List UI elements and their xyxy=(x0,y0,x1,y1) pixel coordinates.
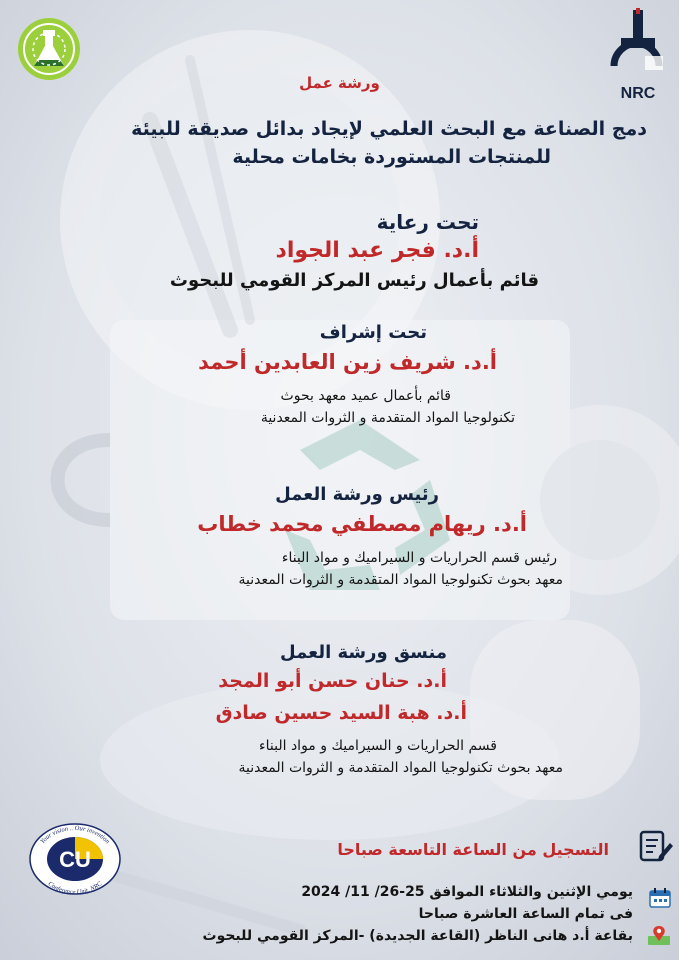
workshop-label: ورشة عمل xyxy=(299,74,380,92)
title-line-1: دمج الصناعة مع البحث العلمي لإيجاد بدائل صديقة للبيئة xyxy=(131,118,647,140)
supervision-heading: تحت إشراف xyxy=(319,322,427,343)
title-line-2: للمنتجات المستوردة بخامات محلية xyxy=(232,146,551,168)
date-line: يومي الإثنين والثلاثاء الموافق 25-26/ 11/ 2024 xyxy=(301,884,633,900)
supervision-name: أ.د. شريف زين العابدين أحمد xyxy=(198,350,497,374)
patronage-name: أ.د. فجر عبد الجواد xyxy=(275,238,479,263)
supervision-role-line-2: تكنولوجيا المواد المتقدمة و الثروات المعدنية xyxy=(260,410,515,426)
time-line: فى تمام الساعة العاشرة صباحا xyxy=(418,906,633,922)
coordinator-name-2: أ.د. هبة السيد حسين صادق xyxy=(215,702,467,724)
nrc-logo-text: NRC xyxy=(620,85,656,102)
chair-role-line-1: رئيس قسم الحراريات و السيراميك و مواد البناء xyxy=(281,550,557,566)
conference-unit-logo xyxy=(26,822,124,896)
calendar-icon xyxy=(649,888,671,908)
chair-heading: رئيس ورشة العمل xyxy=(275,484,439,505)
chair-name: أ.د. ريهام مصطفي محمد خطاب xyxy=(197,512,527,536)
coordinator-name-1: أ.د. حنان حسن أبو المجد xyxy=(218,670,447,692)
registration-text: التسجيل من الساعة التاسعة صباحا xyxy=(337,840,609,859)
venue-line: بقاعة أ.د هانى الناظر (القاعة الجديدة) -المركز القومي للبحوث xyxy=(202,928,633,944)
chair-role-line-2: معهد بحوث تكنولوجيا المواد المتقدمة و الثروات المعدنية xyxy=(238,572,563,588)
patronage-role: قائم بأعمال رئيس المركز القومي للبحوث xyxy=(169,270,539,291)
patronage-heading: تحت رعاية xyxy=(376,210,479,234)
clipboard-pen-icon xyxy=(637,828,673,864)
coordinator-role-line-1: قسم الحراريات و السيراميك و مواد البناء xyxy=(259,738,497,754)
coordinator-role-line-2: معهد بحوث تكنولوجيا المواد المتقدمة و الثروات المعدنية xyxy=(238,760,563,776)
supervision-role-line-1: قائم بأعمال عميد معهد بحوث xyxy=(280,388,451,404)
cu-logo-text: CU xyxy=(59,847,91,872)
location-pin-icon xyxy=(647,924,671,946)
cu-ring-top-text: Your vision .. Our invention xyxy=(39,824,111,846)
coordinator-heading: منسق ورشة العمل xyxy=(280,642,447,663)
cu-ring-bottom-text: Conference Unit, NRC xyxy=(46,880,104,896)
